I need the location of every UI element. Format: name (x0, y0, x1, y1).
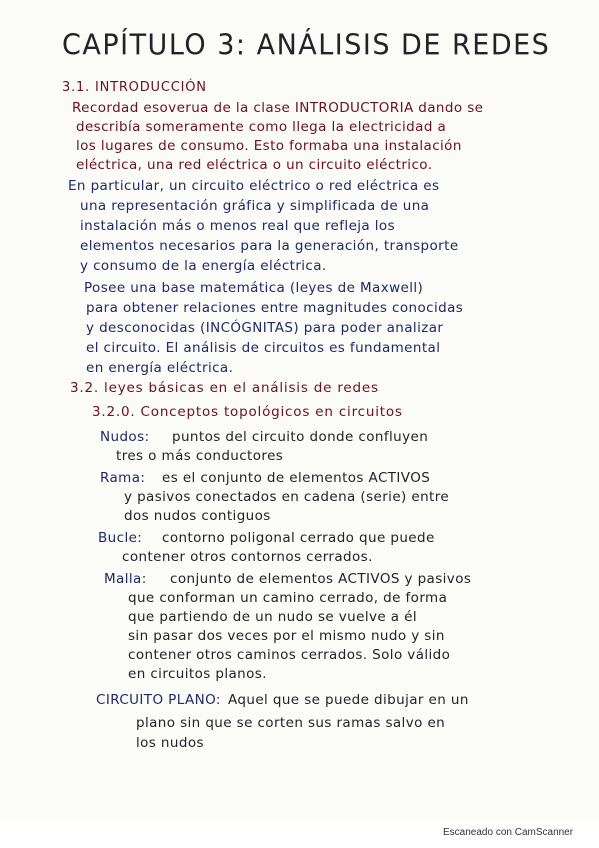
intro-line: una representación gráfica y simplificada de una (80, 198, 430, 214)
definition-line: contener otros caminos cerrados. Solo válido (128, 647, 451, 663)
intro-line: Recordad esoverua de la clase INTRODUCTORIA dando se (72, 100, 484, 116)
definition-line: conjunto de elementos ACTIVOS y pasivos (170, 571, 472, 587)
section-3-2-heading: 3.2. leyes básicas en el análisis de redes (70, 380, 379, 396)
definition-line: y pasivos conectados en cadena (serie) entre (124, 489, 450, 505)
term-nudos: Nudos: (100, 429, 150, 445)
definition-line: dos nudos contiguos (124, 508, 271, 524)
intro-line: los lugares de consumo. Esto formaba una instalación (76, 138, 462, 154)
definition-line: puntos del circuito donde confluyen (172, 429, 429, 445)
subsection-3-2-0-heading: 3.2.0. Conceptos topológicos en circuitos (92, 404, 403, 420)
term-rama: Rama: (100, 470, 146, 486)
intro-line: elementos necesarios para la generación, transporte (80, 238, 459, 254)
scanner-watermark: Escaneado con CamScanner (443, 827, 574, 838)
intro-line: el circuito. El análisis de circuitos es fundamental (86, 340, 441, 356)
chapter-title: CAPÍTULO 3: ANÁLISIS DE REDES (62, 29, 551, 62)
definition-line: contorno poligonal cerrado que puede (162, 530, 435, 546)
definition-line: en circuitos planos. (128, 666, 267, 682)
term-malla: Malla: (104, 571, 147, 587)
intro-line: instalación más o menos real que refleja los (80, 218, 396, 234)
definition-line: que partiendo de un nudo se vuelve a él (128, 609, 417, 625)
definition-line: contener otros contornos cerrados. (122, 549, 373, 565)
definition-line: los nudos (136, 735, 204, 751)
intro-line: para obtener relaciones entre magnitudes conocidas (86, 300, 464, 316)
definition-line: que conforman un camino cerrado, de forma (128, 590, 448, 606)
intro-line: Posee una base matemática (leyes de Maxwell) (84, 280, 424, 296)
definition-line: tres o más conductores (116, 448, 284, 464)
term-bucle: Bucle: (98, 530, 143, 546)
intro-line: en energía eléctrica. (86, 360, 234, 376)
intro-line: y desconocidas (INCÓGNITAS) para poder analizar (86, 320, 444, 336)
intro-line: describía someramente como llega la electricidad a (76, 119, 447, 135)
intro-line: y consumo de la energía eléctrica. (80, 258, 327, 274)
intro-line: eléctrica, una red eléctrica o un circuito eléctrico. (76, 157, 433, 173)
definition-line: es el conjunto de elementos ACTIVOS (162, 470, 431, 486)
section-3-1-heading: 3.1. INTRODUCCIÓN (62, 80, 207, 95)
definition-line: plano sin que se corten sus ramas salvo en (136, 715, 446, 731)
definition-line: sin pasar dos veces por el mismo nudo y sin (128, 628, 445, 644)
intro-line: En particular, un circuito eléctrico o red eléctrica es (68, 178, 440, 194)
definition-line: Aquel que se puede dibujar en un (228, 692, 469, 708)
term-circuito-plano: CIRCUITO PLANO: (96, 692, 221, 708)
